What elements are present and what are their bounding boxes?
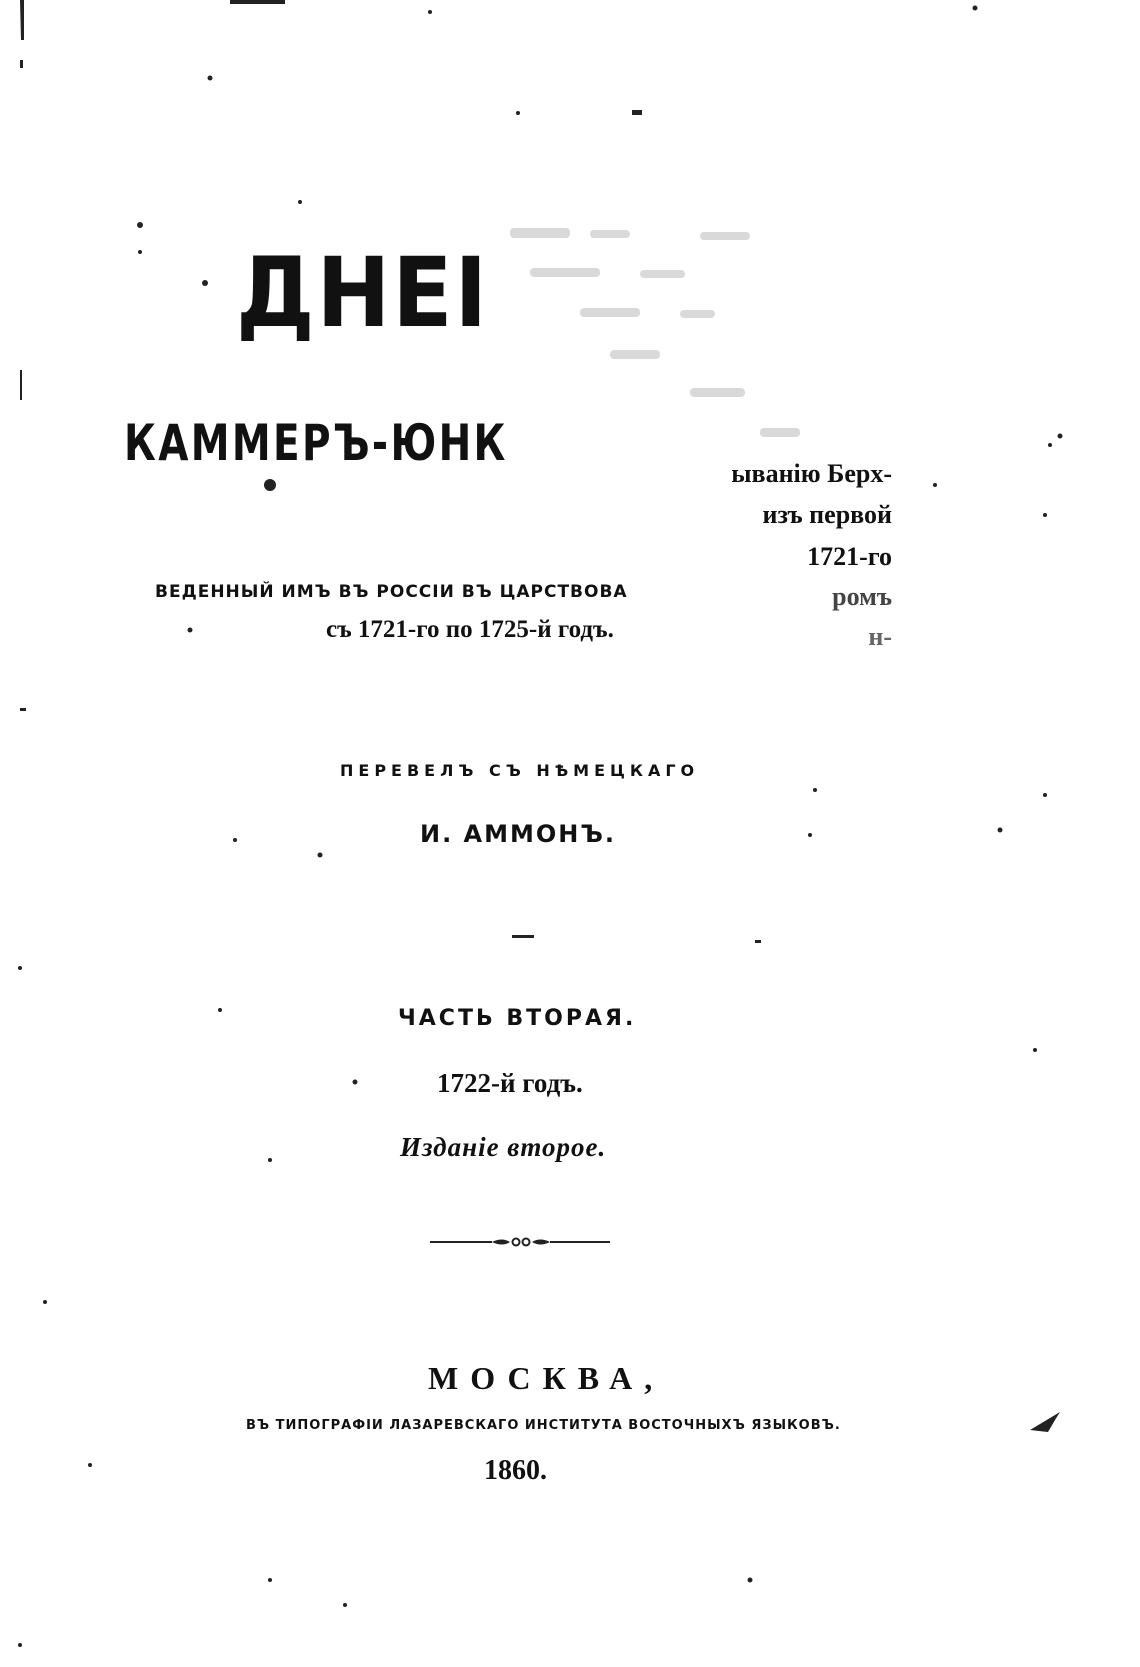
imprint-year: 1860.: [484, 1455, 547, 1486]
book-title: ДНЕІ: [236, 237, 490, 349]
book-subtitle: КАММЕРЪ-ЮНК: [124, 414, 508, 472]
edition-note: Изданіе второе.: [400, 1132, 607, 1162]
fragment-line-3: 1721-го: [807, 542, 892, 571]
fragment-line-2: изъ первой: [762, 500, 892, 529]
translator-name: И. АММОНЪ.: [420, 820, 617, 848]
part-year: 1722-й годъ.: [437, 1068, 583, 1098]
fragment-line-4: ромъ: [832, 582, 892, 611]
fragment-line-5: н-: [868, 622, 892, 651]
imprint-printer: ВЪ ТИПОГРАФІИ ЛАЗАРЕВСКАГО ИНСТИТУТА ВОСТОЧНЫХЪ ЯЗЫКОВЪ.: [246, 1418, 841, 1433]
description-line-1: ВЕДЕННЫЙ ИМЪ ВЪ РОССІИ ВЪ ЦАРСТВОВА: [155, 582, 628, 602]
description-line-2: съ 1721-го по 1725-й годъ.: [326, 616, 614, 643]
imprint-city: МОСКВА,: [428, 1360, 665, 1396]
translated-from: ПЕРЕВЕЛЪ СЪ НѢМЕЦКАГО: [340, 761, 700, 780]
part-heading: ЧАСТЬ ВТОРАЯ.: [398, 1006, 637, 1031]
fragment-line-1: ыванію Берх-: [731, 459, 892, 488]
